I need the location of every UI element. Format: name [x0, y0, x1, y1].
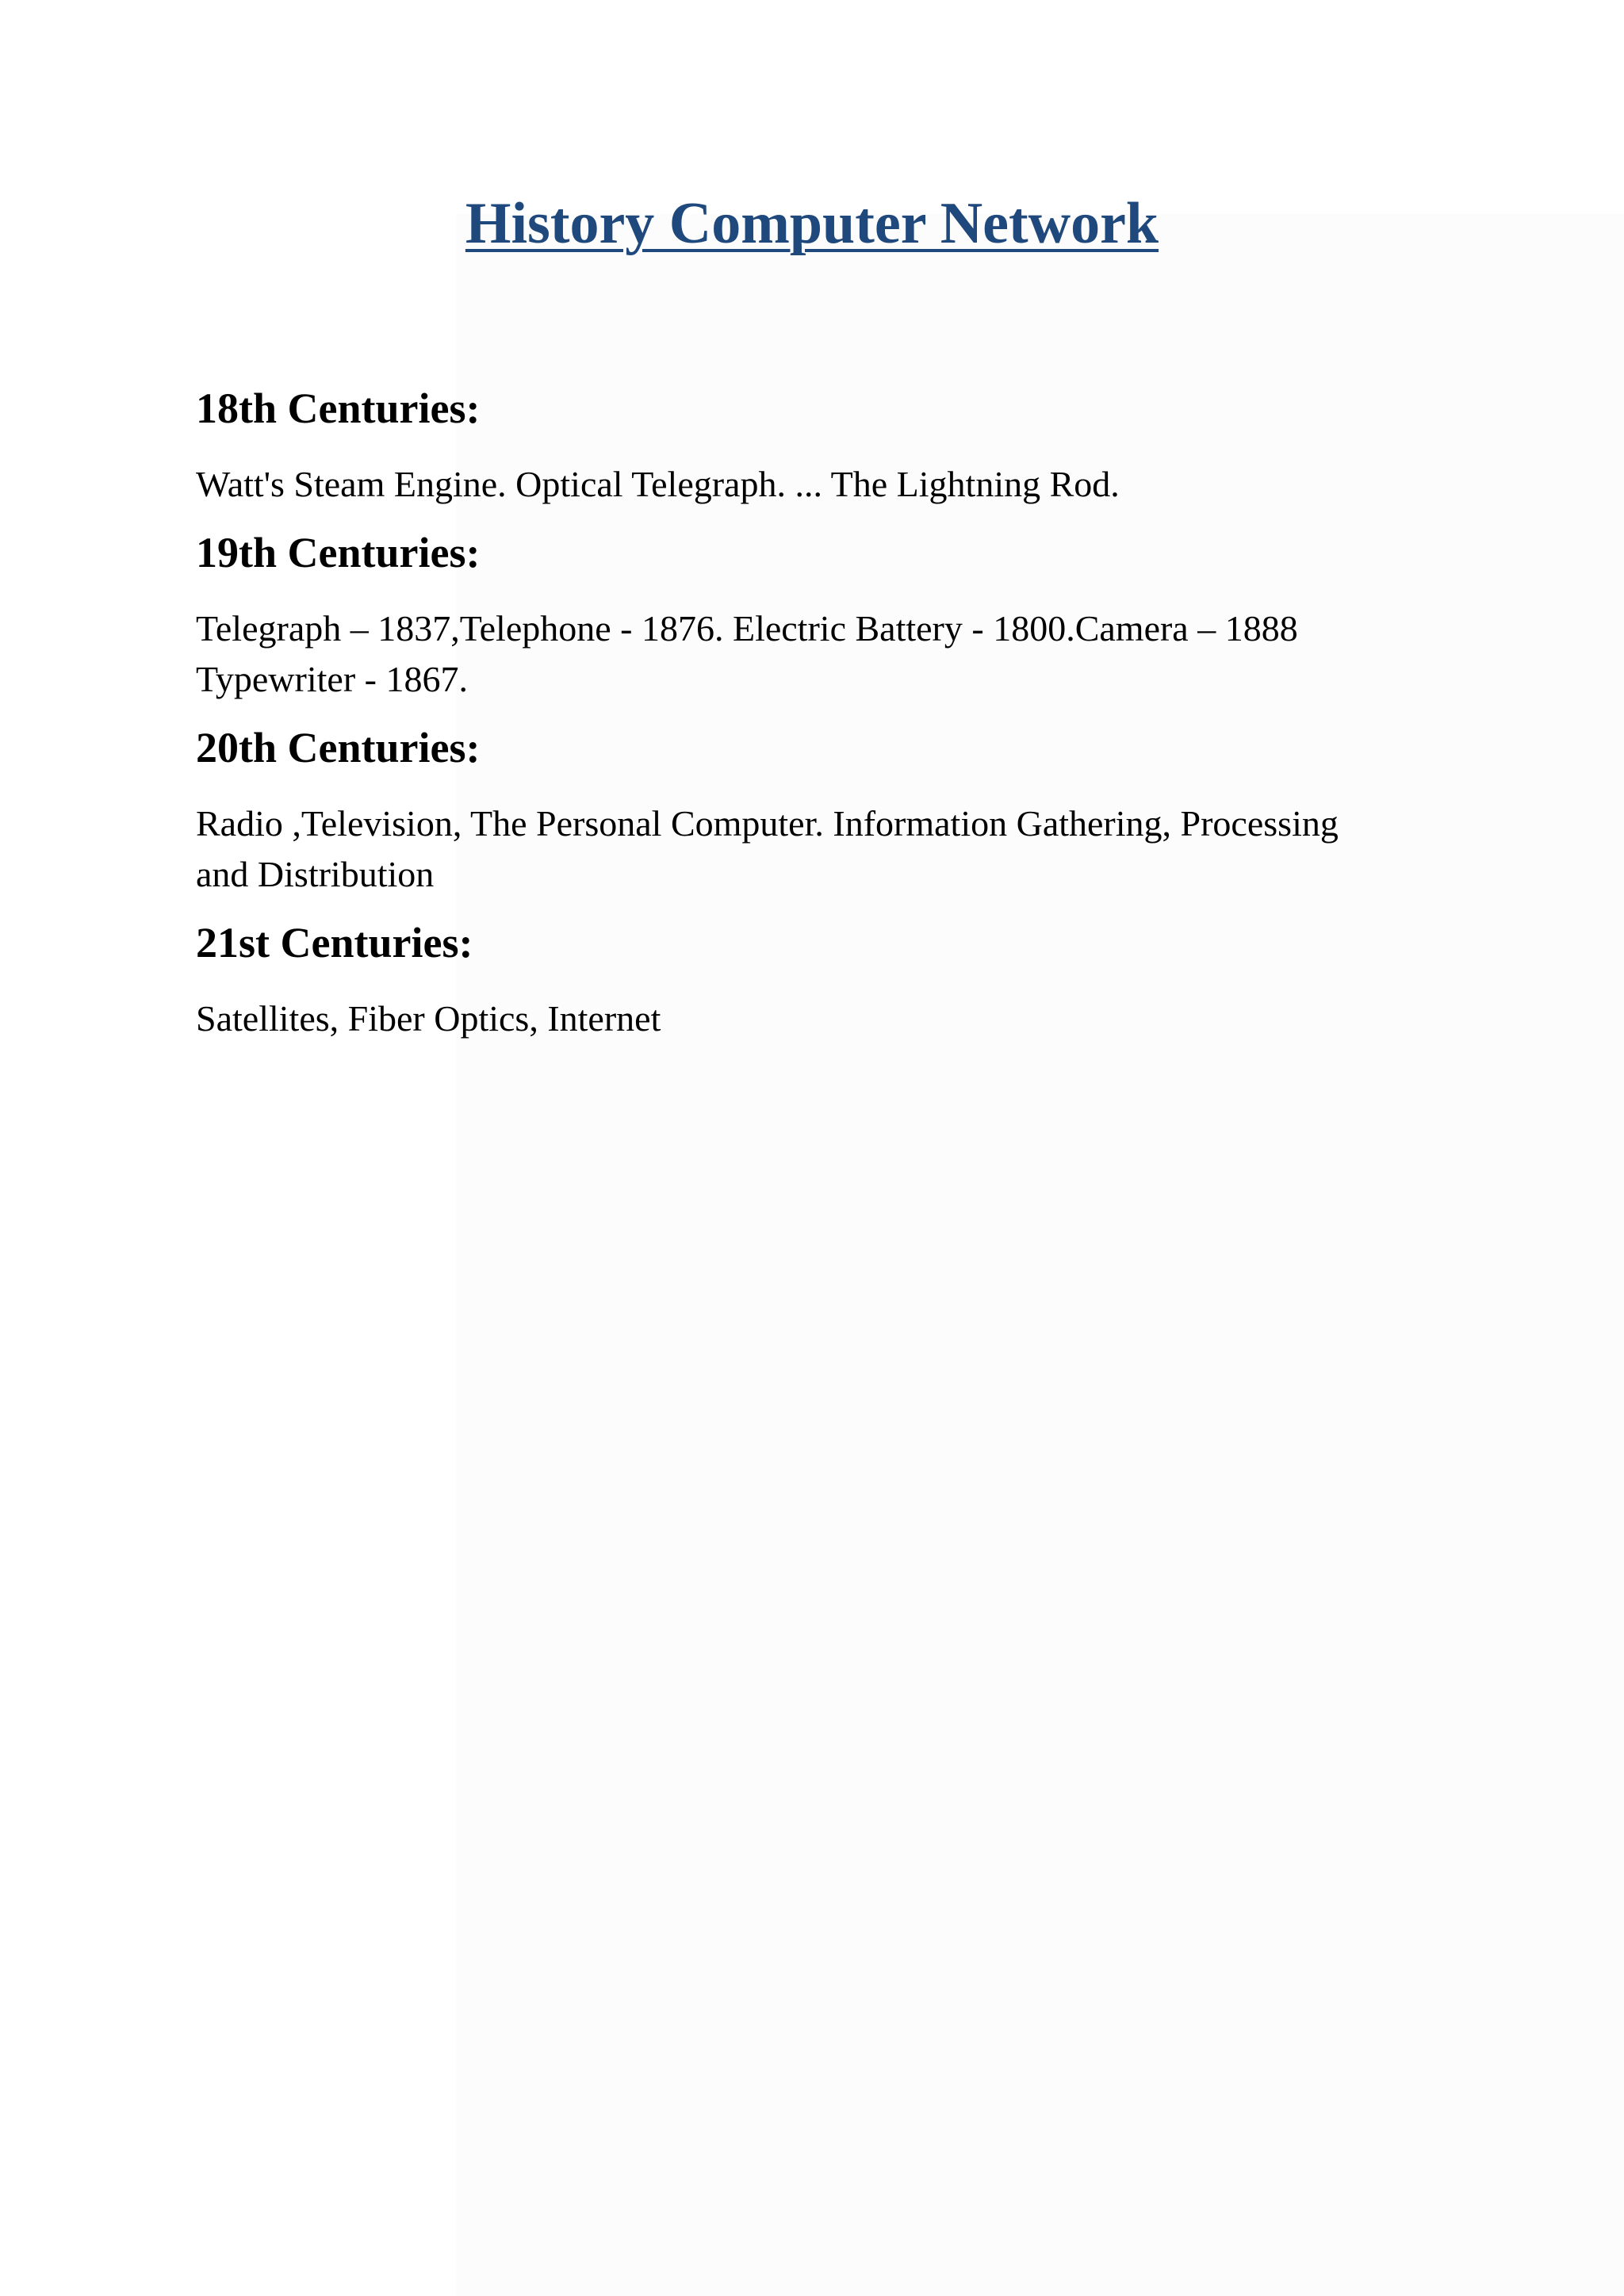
page-title: [0, 189, 1624, 259]
section-body: [196, 993, 1433, 1044]
section-body: [196, 798, 1433, 900]
document-content: [196, 383, 1433, 1062]
section-heading: 18th Centuries:: [196, 385, 481, 432]
section-line: Typewriter - 1867.: [196, 659, 468, 699]
section-18th-century: [196, 383, 1433, 510]
section-line: Satellites, Fiber Optics, Internet: [196, 998, 661, 1039]
section-line: Telegraph – 1837,Telephone - 1876. Electric Battery - 1800.Camera – 1888: [196, 608, 1298, 649]
section-line: Watt's Steam Engine. Optical Telegraph. ... The Lightning Rod.: [196, 464, 1120, 504]
section-body: [196, 459, 1433, 510]
section-line: and Distribution: [196, 854, 435, 894]
section-21st-century: [196, 917, 1433, 1044]
section-heading: 20th Centuries:: [196, 724, 481, 771]
section-19th-century: [196, 527, 1433, 705]
section-body: [196, 603, 1433, 705]
section-heading: 19th Centuries:: [196, 529, 481, 576]
section-20th-century: [196, 722, 1433, 900]
section-line: Radio ,Television, The Personal Computer. Information Gathering, Processing: [196, 803, 1339, 844]
section-heading: 21st Centuries:: [196, 919, 473, 966]
page-title-text: History Computer Network: [465, 191, 1159, 256]
